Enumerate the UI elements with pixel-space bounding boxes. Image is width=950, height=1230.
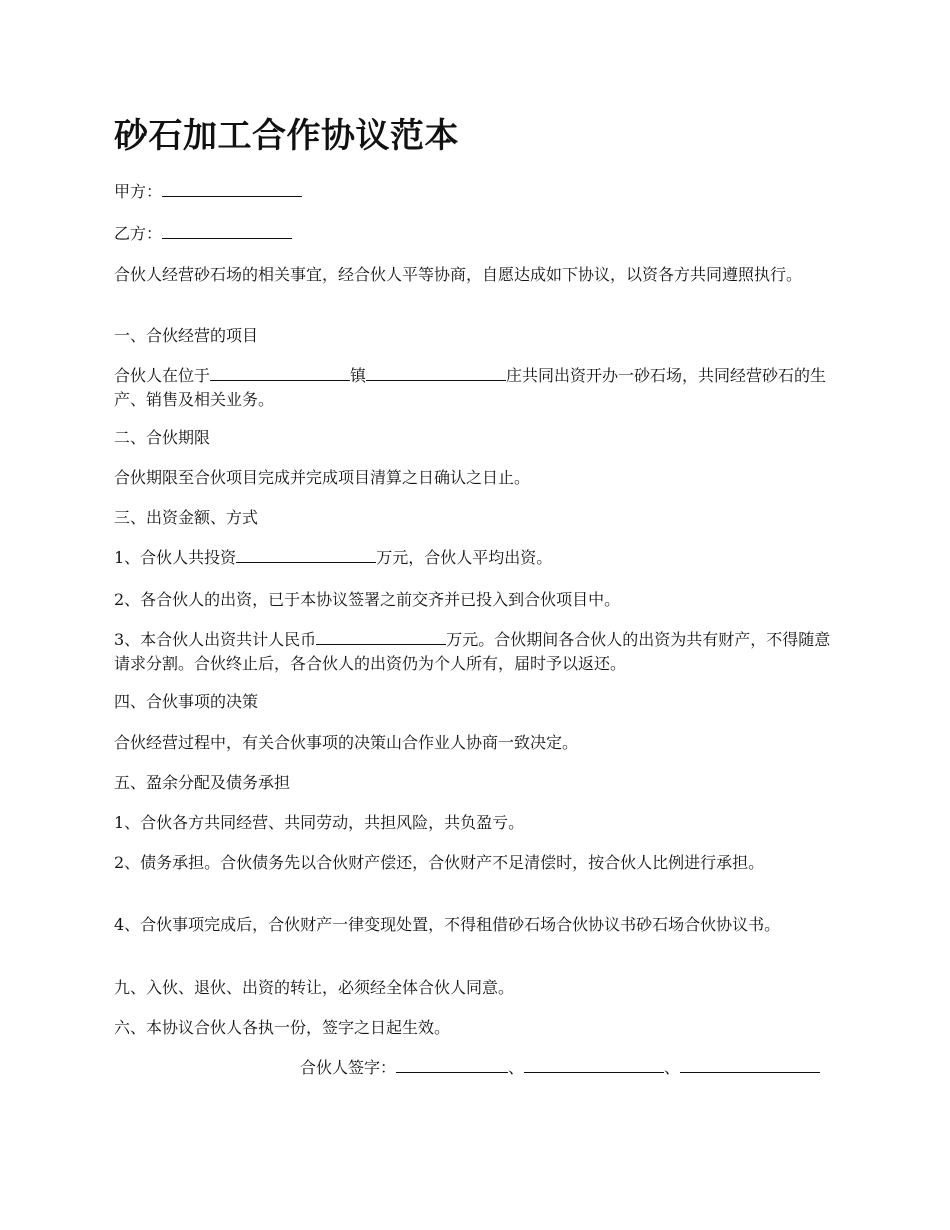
- investment-blank: [236, 561, 376, 563]
- location-blank-1: [210, 379, 350, 381]
- section3-item1-text-a: 1、合伙人共投资: [114, 548, 237, 567]
- section3-item3: [114, 628, 844, 676]
- signature-blank-1: [396, 1071, 508, 1073]
- section1-text-b: 镇: [350, 366, 367, 385]
- section6-line: 六、本协议合伙人各执一份，签字之日起生效。: [114, 1018, 451, 1037]
- party-a-blank: [162, 195, 302, 197]
- section1-text-c: 庄共同出资开办一砂石场，共同经营砂石的生产、销售及相关业务。: [114, 366, 827, 409]
- section3-item1-text-b: 万元，合伙人平均出资。: [376, 548, 553, 567]
- document-title: 砂石加工合作协议范本: [114, 116, 459, 156]
- party-b-line: [114, 222, 844, 246]
- section4-heading: 四、合伙事项的决策: [114, 692, 259, 711]
- section3-item1: [114, 546, 844, 570]
- capital-blank: [316, 643, 446, 645]
- section5-heading: 五、盈余分配及债务承担: [114, 773, 291, 792]
- section3-item3-text-b: 万元。合伙期间各合伙人的出资为共有财产，不得随意请求分割。合伙终止后，各合伙人的出资仍为个人所有，届时予以返还。: [114, 630, 831, 673]
- signature-separator-2: 、: [664, 1058, 681, 1077]
- section5-item2: 2、债务承担。合伙债务先以合伙财产偿还，合伙财产不足清偿时，按合伙人比例进行承担。: [114, 853, 765, 872]
- party-a-line: [114, 180, 844, 204]
- section4-body: 合伙经营过程中，有关合伙事项的决策山合作业人协商一致决定。: [114, 733, 579, 752]
- section1-body: [114, 364, 844, 412]
- signature-blank-2: [524, 1071, 664, 1073]
- section2-body: 合伙期限至合伙项目完成并完成项目清算之日确认之日止。: [114, 468, 531, 487]
- section9-line: 九、入伙、退伙、出资的转让，必须经全体合伙人同意。: [114, 978, 515, 997]
- section3-heading: 三、出资金额、方式: [114, 508, 259, 527]
- signature-blank-3: [680, 1071, 820, 1073]
- section3-item2: 2、各合伙人的出资，已于本协议签署之前交齐并已投入到合伙项目中。: [114, 590, 621, 609]
- signature-separator-1: 、: [508, 1058, 525, 1077]
- party-b-blank: [162, 237, 292, 239]
- signature-row: [300, 1056, 820, 1080]
- section1-heading: 一、合伙经营的项目: [114, 326, 259, 345]
- location-blank-2: [366, 379, 506, 381]
- section5-item4: 4、合伙事项完成后，合伙财产一律变现处置，不得租借砂石场合伙协议书砂石场合伙协议书。: [114, 915, 781, 934]
- signature-label: 合伙人签字：: [300, 1058, 397, 1077]
- section1-text-a: 合伙人在位于: [114, 366, 211, 385]
- section5-item1: 1、合伙各方共同经营、共同劳动，共担风险，共负盈亏。: [114, 813, 525, 832]
- section2-heading: 二、合伙期限: [114, 428, 211, 447]
- section3-item3-text-a: 3、本合伙人出资共计人民币: [114, 630, 317, 649]
- party-b-label: 乙方：: [114, 224, 163, 243]
- party-a-label: 甲方：: [114, 182, 163, 201]
- intro-paragraph: 合伙人经营砂石场的相关事宜，经合伙人平等协商，自愿达成如下协议，以资各方共同遵照执行。: [114, 265, 803, 284]
